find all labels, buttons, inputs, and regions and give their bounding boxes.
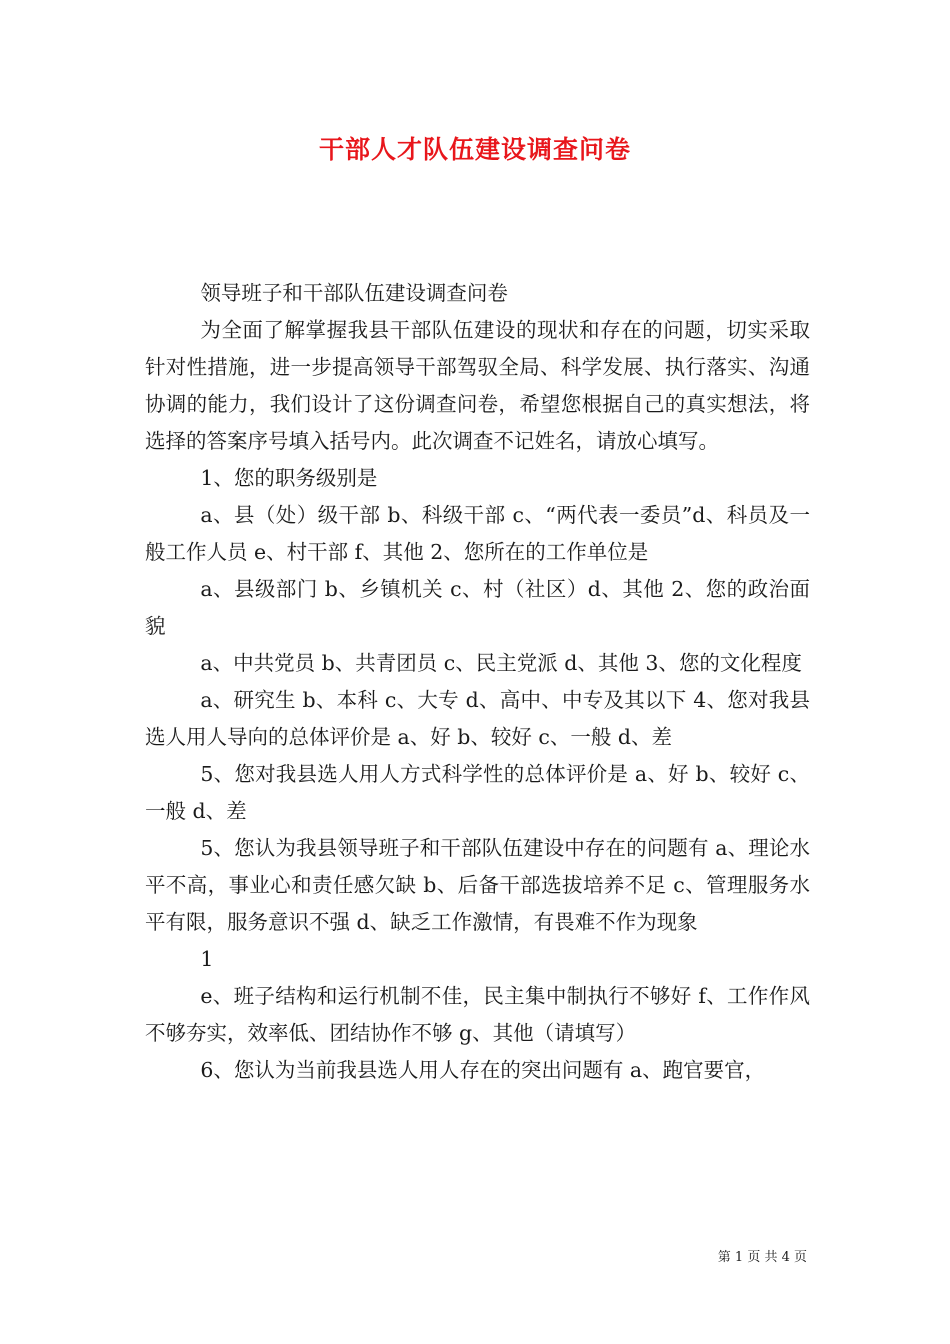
question-5: 5、您对我县选人用人方式科学性的总体评价是 a、好 b、较好 c、一般 d、差: [145, 762, 810, 823]
question-1: 1、您的职务级别是: [200, 466, 378, 490]
question-1-options: a、县（处）级干部 b、科级干部 c、“两代表一委员”d、科员及一般工作人员 e、村干部 f、其他 2、您所在的工作单位是: [145, 503, 810, 564]
question-6: 6、您认为当前我县选人用人存在的突出问题有 a、跑官要官，: [200, 1058, 766, 1082]
inline-page-number: 1: [200, 947, 214, 971]
question-4-options: a、研究生 b、本科 c、大专 d、高中、中专及其以下 4、您对我县选人用人导向的总体评价是 a、好 b、较好 c、一般 d、差: [145, 688, 810, 749]
subtitle-paragraph: 领导班子和干部队伍建设调查问卷: [200, 281, 508, 305]
document-body: [145, 275, 810, 1089]
page-footer: 第 1 页 共 4 页: [717, 1250, 807, 1265]
question-3-options: a、中共党员 b、共青团员 c、民主党派 d、其他 3、您的文化程度: [200, 651, 802, 675]
question-2-options: a、县级部门 b、乡镇机关 c、村（社区）d、其他 2、您的政治面貌: [145, 577, 810, 638]
question-5b: 5、您认为我县领导班子和干部队伍建设中存在的问题有 a、理论水平不高，事业心和责任感欠缺 b、后备干部选拔培养不足 c、管理服务水平有限，服务意识不强 d、缺乏工作激情，有畏难不作为现象: [145, 836, 810, 934]
page-title: 干部人才队伍建设调查问卷: [318, 135, 631, 164]
intro-paragraph: 为全面了解掌握我县干部队伍建设的现状和存在的问题，切实采取针对性措施，进一步提高领导干部驾驭全局、科学发展、执行落实、沟通协调的能力，我们设计了这份调查问卷，希望您根据自己的真实想法，将选择的答案序号填入括号内。此次调查不记姓名，请放心填写。: [145, 318, 810, 453]
question-5b-continued: e、班子结构和运行机制不佳，民主集中制执行不够好 f、工作作风不够夯实，效率低、团结协作不够 g、其他（请填写）: [145, 984, 810, 1045]
